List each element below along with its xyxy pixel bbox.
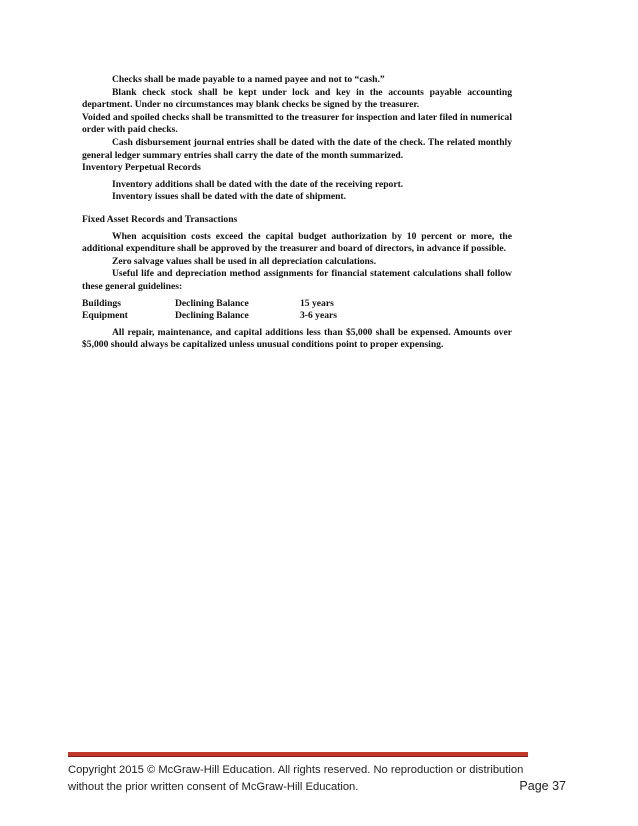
paragraph-zero-salvage: Zero salvage values shall be used in all depreciation calculations. [112, 255, 377, 267]
paragraph-voided: Voided and spoiled checks shall be transmitted to the treasurer for inspection and later filed in numerical order with paid checks. [82, 111, 512, 136]
asset-name: Buildings [82, 297, 121, 309]
paragraph-useful-life: Useful life and depreciation method assignments for financial statement calculations shall follow these general guidelines: [82, 268, 512, 292]
asset-name: Equipment [82, 310, 128, 322]
asset-row [82, 298, 512, 311]
paragraph-cash-disbursement: Cash disbursement journal entries shall be dated with the date of the check. The related monthly general ledger summary entries shall carry the date of the month summarized. [82, 136, 512, 161]
paragraph-inventory-issues: Inventory issues shall be dated with the date of shipment. [112, 191, 347, 203]
paragraph-checks-payable: Checks shall be made payable to a named payee and not to “cash.” [112, 74, 385, 85]
footer-copyright [68, 762, 568, 796]
asset-life: 3-6 years [300, 310, 338, 322]
footer-line-2: without the prior written consent of McGraw-Hill Education. [68, 781, 359, 793]
asset-row [82, 310, 512, 323]
page-number: Page 37 [519, 779, 566, 793]
heading-inventory: Inventory Perpetual Records [82, 162, 201, 174]
footer-divider [68, 752, 528, 757]
paragraph-inventory-additions: Inventory additions shall be dated with the date of the receiving report. [112, 178, 404, 190]
paragraph-acquisition: When acquisition costs exceed the capital budget authorization by 10 percent or more, the additional expenditure shall be approved by the treasurer and board of directors, in advance if possible. [82, 230, 512, 255]
paragraph-repair: All repair, maintenance, and capital additions less than $5,000 shall be expensed. Amounts over $5,000 should always be capitalized unless unusual conditions point to proper expensing. [82, 326, 512, 351]
footer-line-1: Copyright 2015 © McGraw-Hill Education. All rights reserved. No reproduction or distribution [68, 764, 524, 776]
body-text [82, 74, 512, 352]
asset-method: Declining Balance [175, 297, 249, 309]
heading-fixed-asset: Fixed Asset Records and Transactions [82, 213, 238, 225]
asset-life: 15 years [300, 297, 334, 309]
paragraph-blank-stock: Blank check stock shall be kept under lock and key in the accounts payable accounting department. Under no circumstances may blank checks be signed by the treasurer. [82, 86, 512, 111]
asset-method: Declining Balance [175, 310, 249, 322]
spacer [82, 204, 512, 214]
